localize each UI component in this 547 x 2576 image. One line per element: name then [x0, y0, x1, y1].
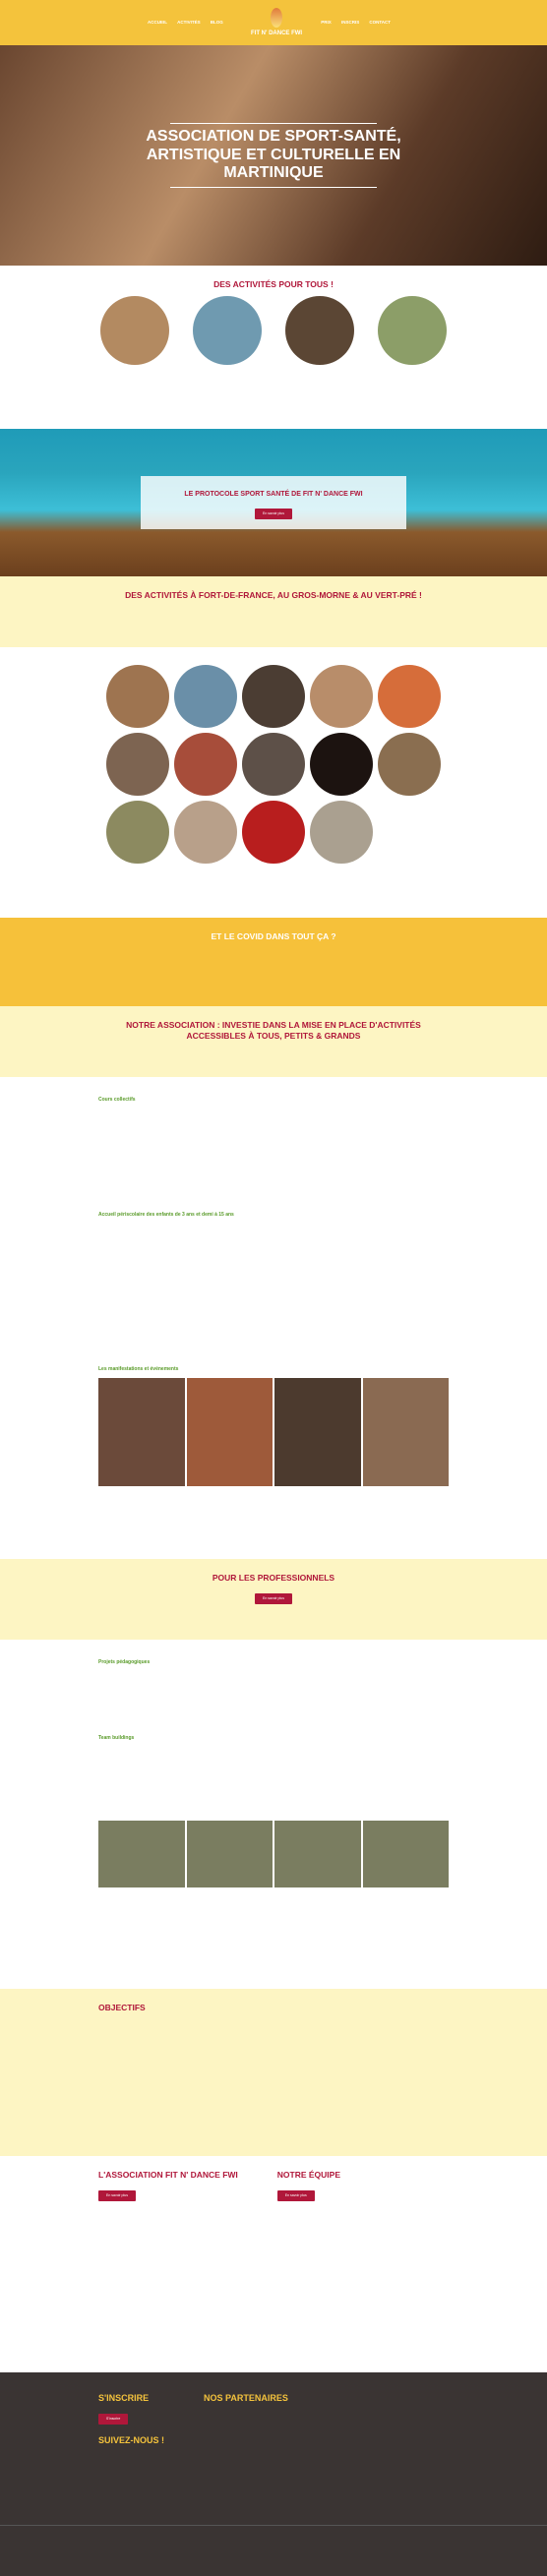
section-title: DES ACTIVITÉS POUR TOUS !	[213, 279, 334, 289]
gallery-photo[interactable]	[106, 665, 169, 728]
objectifs-section	[0, 1989, 547, 2156]
gallery-photo[interactable]	[310, 733, 373, 796]
subheading: Les manifestations et événements	[98, 1365, 179, 1372]
pros-button[interactable]: En savoir plus	[255, 1593, 292, 1604]
gallery-photo[interactable]	[106, 801, 169, 864]
section-title: POUR LES PROFESSIONNELS	[212, 1573, 335, 1583]
activities-section	[0, 266, 547, 429]
section-title: L'ASSOCIATION FIT N' DANCE FWI	[98, 2170, 238, 2180]
brand-name: FIT N' DANCE FWI	[250, 30, 303, 36]
activity-photo	[193, 296, 262, 365]
footer	[0, 2372, 547, 2525]
gallery-photo[interactable]	[378, 665, 441, 728]
nav-inscris[interactable]: INSCRIS	[340, 19, 360, 25]
gallery-photo[interactable]	[310, 801, 373, 864]
asso-section	[0, 1006, 547, 1077]
protocole-box	[141, 476, 406, 529]
about-section	[0, 2156, 547, 2372]
site-logo[interactable]	[251, 8, 302, 37]
main-nav-left	[148, 20, 232, 26]
about-button[interactable]: En savoir plus	[98, 2190, 136, 2201]
subheading: Team buildings	[98, 1734, 135, 1741]
event-photo	[187, 1378, 274, 1486]
team-photos	[98, 1821, 449, 1887]
team-photo	[187, 1821, 274, 1887]
main-nav-right	[321, 20, 399, 26]
protocole-title: LE PROTOCOLE SPORT SANTÉ DE FIT N' DANCE FWI	[184, 490, 363, 498]
gallery-photo[interactable]	[242, 801, 305, 864]
footer-heading: S'INSCRIRE	[98, 2393, 150, 2403]
activity-photo	[378, 296, 447, 365]
team-button[interactable]: En savoir plus	[277, 2190, 315, 2201]
logo-mark-icon	[271, 8, 282, 28]
subheading: Accueil périscolaire des enfants de 3 ans et demi à 15 ans	[98, 1211, 234, 1218]
covid-section	[0, 918, 547, 1006]
copyright-bar	[0, 2525, 547, 2576]
hero-divider	[170, 187, 377, 188]
protocole-banner	[0, 429, 547, 576]
team-photo	[363, 1821, 450, 1887]
nav-contact[interactable]: CONTACT	[369, 19, 391, 25]
event-photo	[98, 1378, 185, 1486]
event-photo	[274, 1378, 361, 1486]
section-title: ET LE COVID DANS TOUT ÇA ?	[211, 931, 336, 941]
gallery-photo[interactable]	[174, 733, 237, 796]
section-title: NOTRE ASSOCIATION : INVESTIE DANS LA MISE EN PLACE D'ACTIVITÉS ACCESSIBLES À TOUS, PETITS & GRANDS	[126, 1020, 421, 1042]
event-photo	[363, 1378, 450, 1486]
nav-blog[interactable]: BLOG	[210, 19, 223, 25]
activity-photo	[285, 296, 354, 365]
activity-photos	[98, 296, 449, 365]
team-photo	[98, 1821, 185, 1887]
hero-divider	[170, 123, 377, 124]
gallery-photo[interactable]	[106, 733, 169, 796]
gallery-photo[interactable]	[242, 733, 305, 796]
activity-photo	[100, 296, 169, 365]
protocole-button[interactable]: En savoir plus	[255, 509, 292, 519]
gallery-photo[interactable]	[174, 665, 237, 728]
gallery-section	[0, 647, 547, 918]
top-header	[0, 0, 547, 45]
gallery-photo[interactable]	[310, 665, 373, 728]
gallery-photo[interactable]	[378, 733, 441, 796]
section-title: OBJECTIFS	[98, 2003, 146, 2012]
footer-heading: NOS PARTENAIRES	[204, 2393, 288, 2403]
footer-heading: SUIVEZ-NOUS !	[98, 2434, 165, 2445]
subheading: Projets pédagogiques	[98, 1659, 151, 1665]
section-title: DES ACTIVITÉS À FORT-DE-FRANCE, AU GROS-MORNE & AU VERT-PRÉ !	[125, 590, 422, 600]
nav-accueil[interactable]: ACCUEIL	[148, 19, 167, 25]
gallery-photo[interactable]	[242, 665, 305, 728]
hero-title: ASSOCIATION DE SPORT-SANTÉ, ARTISTIQUE ET CULTURELLE EN MARTINIQUE	[146, 128, 401, 182]
hero-banner	[0, 45, 547, 266]
pros-section	[0, 1559, 547, 1640]
events-photos	[98, 1378, 449, 1486]
pro-projects-section	[0, 1640, 547, 1989]
nav-prix[interactable]: PRIX	[321, 19, 332, 25]
signup-button[interactable]: S'inscrire	[98, 2414, 128, 2425]
team-photo	[274, 1821, 361, 1887]
activity-gallery	[98, 665, 449, 864]
nav-activites[interactable]: ACTIVITÉS	[177, 19, 201, 25]
section-title: NOTRE ÉQUIPE	[276, 2170, 340, 2180]
gallery-photo[interactable]	[174, 801, 237, 864]
subheading: Cours collectifs	[98, 1097, 136, 1103]
locations-section	[0, 576, 547, 647]
courses-section	[0, 1077, 547, 1559]
